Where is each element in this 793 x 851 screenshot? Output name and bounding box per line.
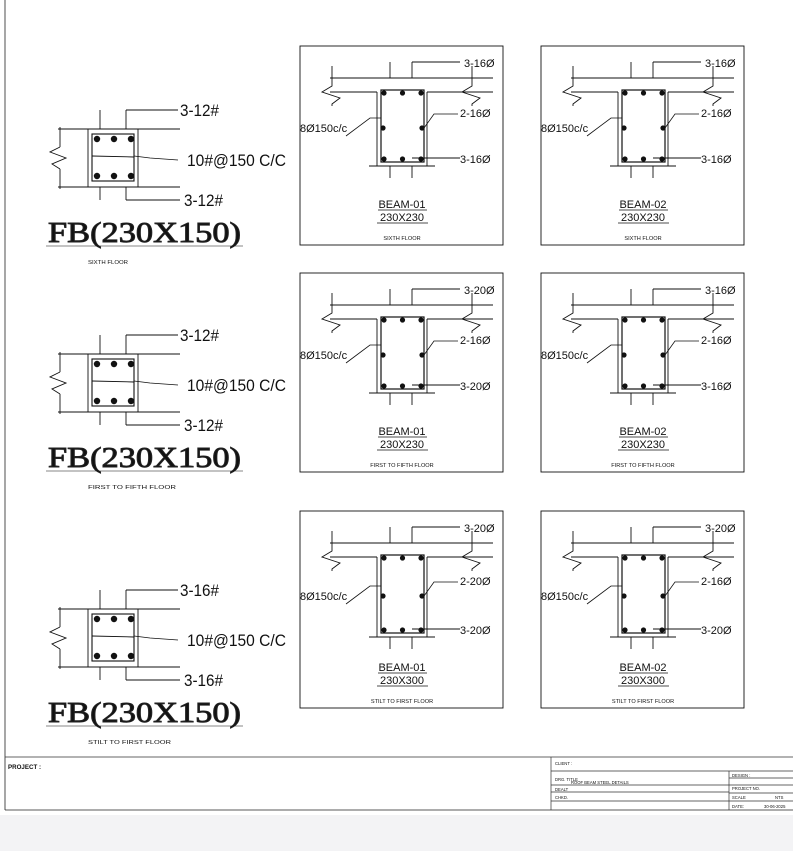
drg-title-label: DRG. TITLE [555, 777, 578, 782]
rebar-dot [94, 136, 100, 142]
beam-side-bar-label: 2-16Ø [460, 335, 491, 347]
beam-bottom-bar-label: 3-20Ø [701, 625, 732, 637]
rebar-dot [418, 627, 423, 632]
scale-value: NTS [775, 795, 784, 800]
rebar-dot [111, 361, 117, 367]
beam-top-bar-label: 3-16Ø [705, 58, 736, 70]
rebar-dot [111, 398, 117, 404]
date-value: 30-06-2025 [764, 804, 786, 809]
rebar-dot [660, 352, 665, 357]
rebar-dot [128, 398, 134, 404]
beam-floor-caption: SIXTH FLOOR [624, 236, 662, 242]
beam-size: 230X230 [379, 439, 425, 451]
rebar-dot [128, 616, 134, 622]
rebar-dot [381, 156, 386, 161]
beam-bottom-bar-label: 3-20Ø [460, 381, 491, 393]
fb-bottom-bar-label: 3-16# [184, 671, 224, 690]
fb-floor-caption: STILT TO FIRST FLOOR [88, 740, 171, 746]
rebar-dot [622, 627, 627, 632]
beam-bottom-bar-label: 3-16Ø [701, 154, 732, 166]
rebar-dot [659, 627, 664, 632]
rebar-dot [660, 593, 665, 598]
rebar-dot [380, 593, 385, 598]
rebar-dot [659, 156, 664, 161]
rebar-dot [659, 90, 664, 95]
rebar-dot [94, 653, 100, 659]
dealt-label: DEALT [555, 787, 569, 792]
fb-stirrup-label: 10#@150 C/C [187, 151, 286, 170]
beam-top-bar-label: 3-20Ø [705, 523, 736, 535]
rebar-dot [111, 136, 117, 142]
rebar-dot [641, 627, 646, 632]
beam-side-bar-label: 2-16Ø [701, 335, 732, 347]
rebar-dot [128, 173, 134, 179]
rebar-dot [381, 627, 386, 632]
rebar-dot [381, 90, 386, 95]
rebar-dot [380, 125, 385, 130]
rebar-dot [641, 555, 646, 560]
rebar-dot [622, 90, 627, 95]
beam-floor-caption: STILT TO FIRST FLOOR [370, 699, 434, 705]
beam-stirrup-label: 8Ø150c/c [541, 591, 589, 603]
beam-size: 230X300 [379, 675, 425, 687]
rebar-dot [128, 361, 134, 367]
rebar-dot [660, 125, 665, 130]
rebar-dot [381, 383, 386, 388]
rebar-dot [641, 156, 646, 161]
fb-top-bar-label: 3-16# [180, 581, 220, 600]
fb-stirrup-label: 10#@150 C/C [187, 376, 286, 395]
beam-stirrup-label: 8Ø150c/c [541, 123, 589, 135]
rebar-dot [94, 173, 100, 179]
rebar-dot [622, 555, 627, 560]
rebar-dot [419, 352, 424, 357]
beam-bottom-bar-label: 3-16Ø [701, 381, 732, 393]
beam-bottom-bar-label: 3-20Ø [460, 625, 491, 637]
rebar-dot [641, 317, 646, 322]
fb-stirrup-label: 10#@150 C/C [187, 631, 286, 650]
fb-top-bar-label: 3-12# [180, 326, 220, 345]
rebar-dot [419, 125, 424, 130]
beam-name: BEAM-02 [619, 199, 667, 211]
beam-size: 230X230 [620, 439, 666, 451]
rebar-dot [418, 383, 423, 388]
drg-title-value: ROOF BEAM STEEL DETAILS [571, 780, 629, 785]
fb-title: FB(230X150) [48, 443, 241, 474]
beam-side-bar-label: 2-20Ø [460, 576, 491, 588]
rebar-dot [418, 156, 423, 161]
rebar-dot [659, 317, 664, 322]
rebar-dot [400, 627, 405, 632]
rebar-dot [128, 653, 134, 659]
beam-size: 230X230 [379, 212, 425, 224]
rebar-dot [418, 317, 423, 322]
design-label: DESIGN : [732, 773, 751, 778]
rebar-dot [400, 90, 405, 95]
beam-floor-caption: SIXTH FLOOR [383, 236, 421, 242]
rebar-dot [621, 593, 626, 598]
rebar-dot [659, 555, 664, 560]
beam-floor-caption: FIRST TO FIFTH FLOOR [611, 463, 675, 469]
chkd-label: CHKD. [555, 795, 569, 800]
client-label: CLIENT : [555, 761, 573, 766]
rebar-dot [111, 616, 117, 622]
date-label: DATE: [732, 804, 745, 809]
beam-name: BEAM-02 [619, 662, 667, 674]
beam-bottom-bar-label: 3-16Ø [460, 154, 491, 166]
fb-floor-caption: SIXTH FLOOR [88, 260, 128, 266]
rebar-dot [418, 90, 423, 95]
beam-name: BEAM-02 [619, 426, 667, 438]
rebar-dot [381, 555, 386, 560]
rebar-dot [641, 90, 646, 95]
rebar-dot [622, 383, 627, 388]
beam-side-bar-label: 2-16Ø [701, 576, 732, 588]
beam-name: BEAM-01 [378, 662, 426, 674]
rebar-dot [622, 317, 627, 322]
project-label: PROJECT : [8, 764, 42, 771]
rebar-dot [418, 555, 423, 560]
beam-size: 230X300 [620, 675, 666, 687]
fb-title: FB(230X150) [48, 218, 241, 249]
beam-stirrup-label: 8Ø150c/c [300, 123, 348, 135]
beam-floor-caption: FIRST TO FIFTH FLOOR [370, 463, 434, 469]
beam-top-bar-label: 3-16Ø [464, 58, 495, 70]
beam-stirrup-label: 8Ø150c/c [300, 591, 348, 603]
rebar-dot [400, 555, 405, 560]
fb-title: FB(230X150) [48, 698, 241, 729]
beam-top-bar-label: 3-16Ø [705, 285, 736, 297]
rebar-dot [400, 156, 405, 161]
rebar-dot [419, 593, 424, 598]
beam-side-bar-label: 2-16Ø [460, 108, 491, 120]
rebar-dot [380, 352, 385, 357]
fb-top-bar-label: 3-12# [180, 101, 220, 120]
beam-top-bar-label: 3-20Ø [464, 523, 495, 535]
beam-name: BEAM-01 [378, 199, 426, 211]
rebar-dot [400, 317, 405, 322]
scale-label: SCALE [732, 795, 746, 800]
rebar-dot [659, 383, 664, 388]
rebar-dot [622, 156, 627, 161]
rebar-dot [621, 125, 626, 130]
rebar-dot [641, 383, 646, 388]
rebar-dot [111, 173, 117, 179]
beam-side-bar-label: 2-16Ø [701, 108, 732, 120]
beam-size: 230X230 [620, 212, 666, 224]
rebar-dot [111, 653, 117, 659]
rebar-dot [381, 317, 386, 322]
rebar-dot [94, 616, 100, 622]
beam-stirrup-label: 8Ø150c/c [541, 350, 589, 362]
rebar-dot [94, 398, 100, 404]
beam-floor-caption: STILT TO FIRST FLOOR [611, 699, 675, 705]
fb-floor-caption: FIRST TO FIFTH FLOOR [88, 485, 176, 491]
fb-bottom-bar-label: 3-12# [184, 416, 224, 435]
rebar-dot [400, 383, 405, 388]
rebar-dot [128, 136, 134, 142]
rebar-dot [621, 352, 626, 357]
rebar-dot [94, 361, 100, 367]
beam-stirrup-label: 8Ø150c/c [300, 350, 348, 362]
project-no-label: PROJECT NO. [732, 786, 761, 791]
fb-bottom-bar-label: 3-12# [184, 191, 224, 210]
beam-top-bar-label: 3-20Ø [464, 285, 495, 297]
beam-name: BEAM-01 [378, 426, 426, 438]
